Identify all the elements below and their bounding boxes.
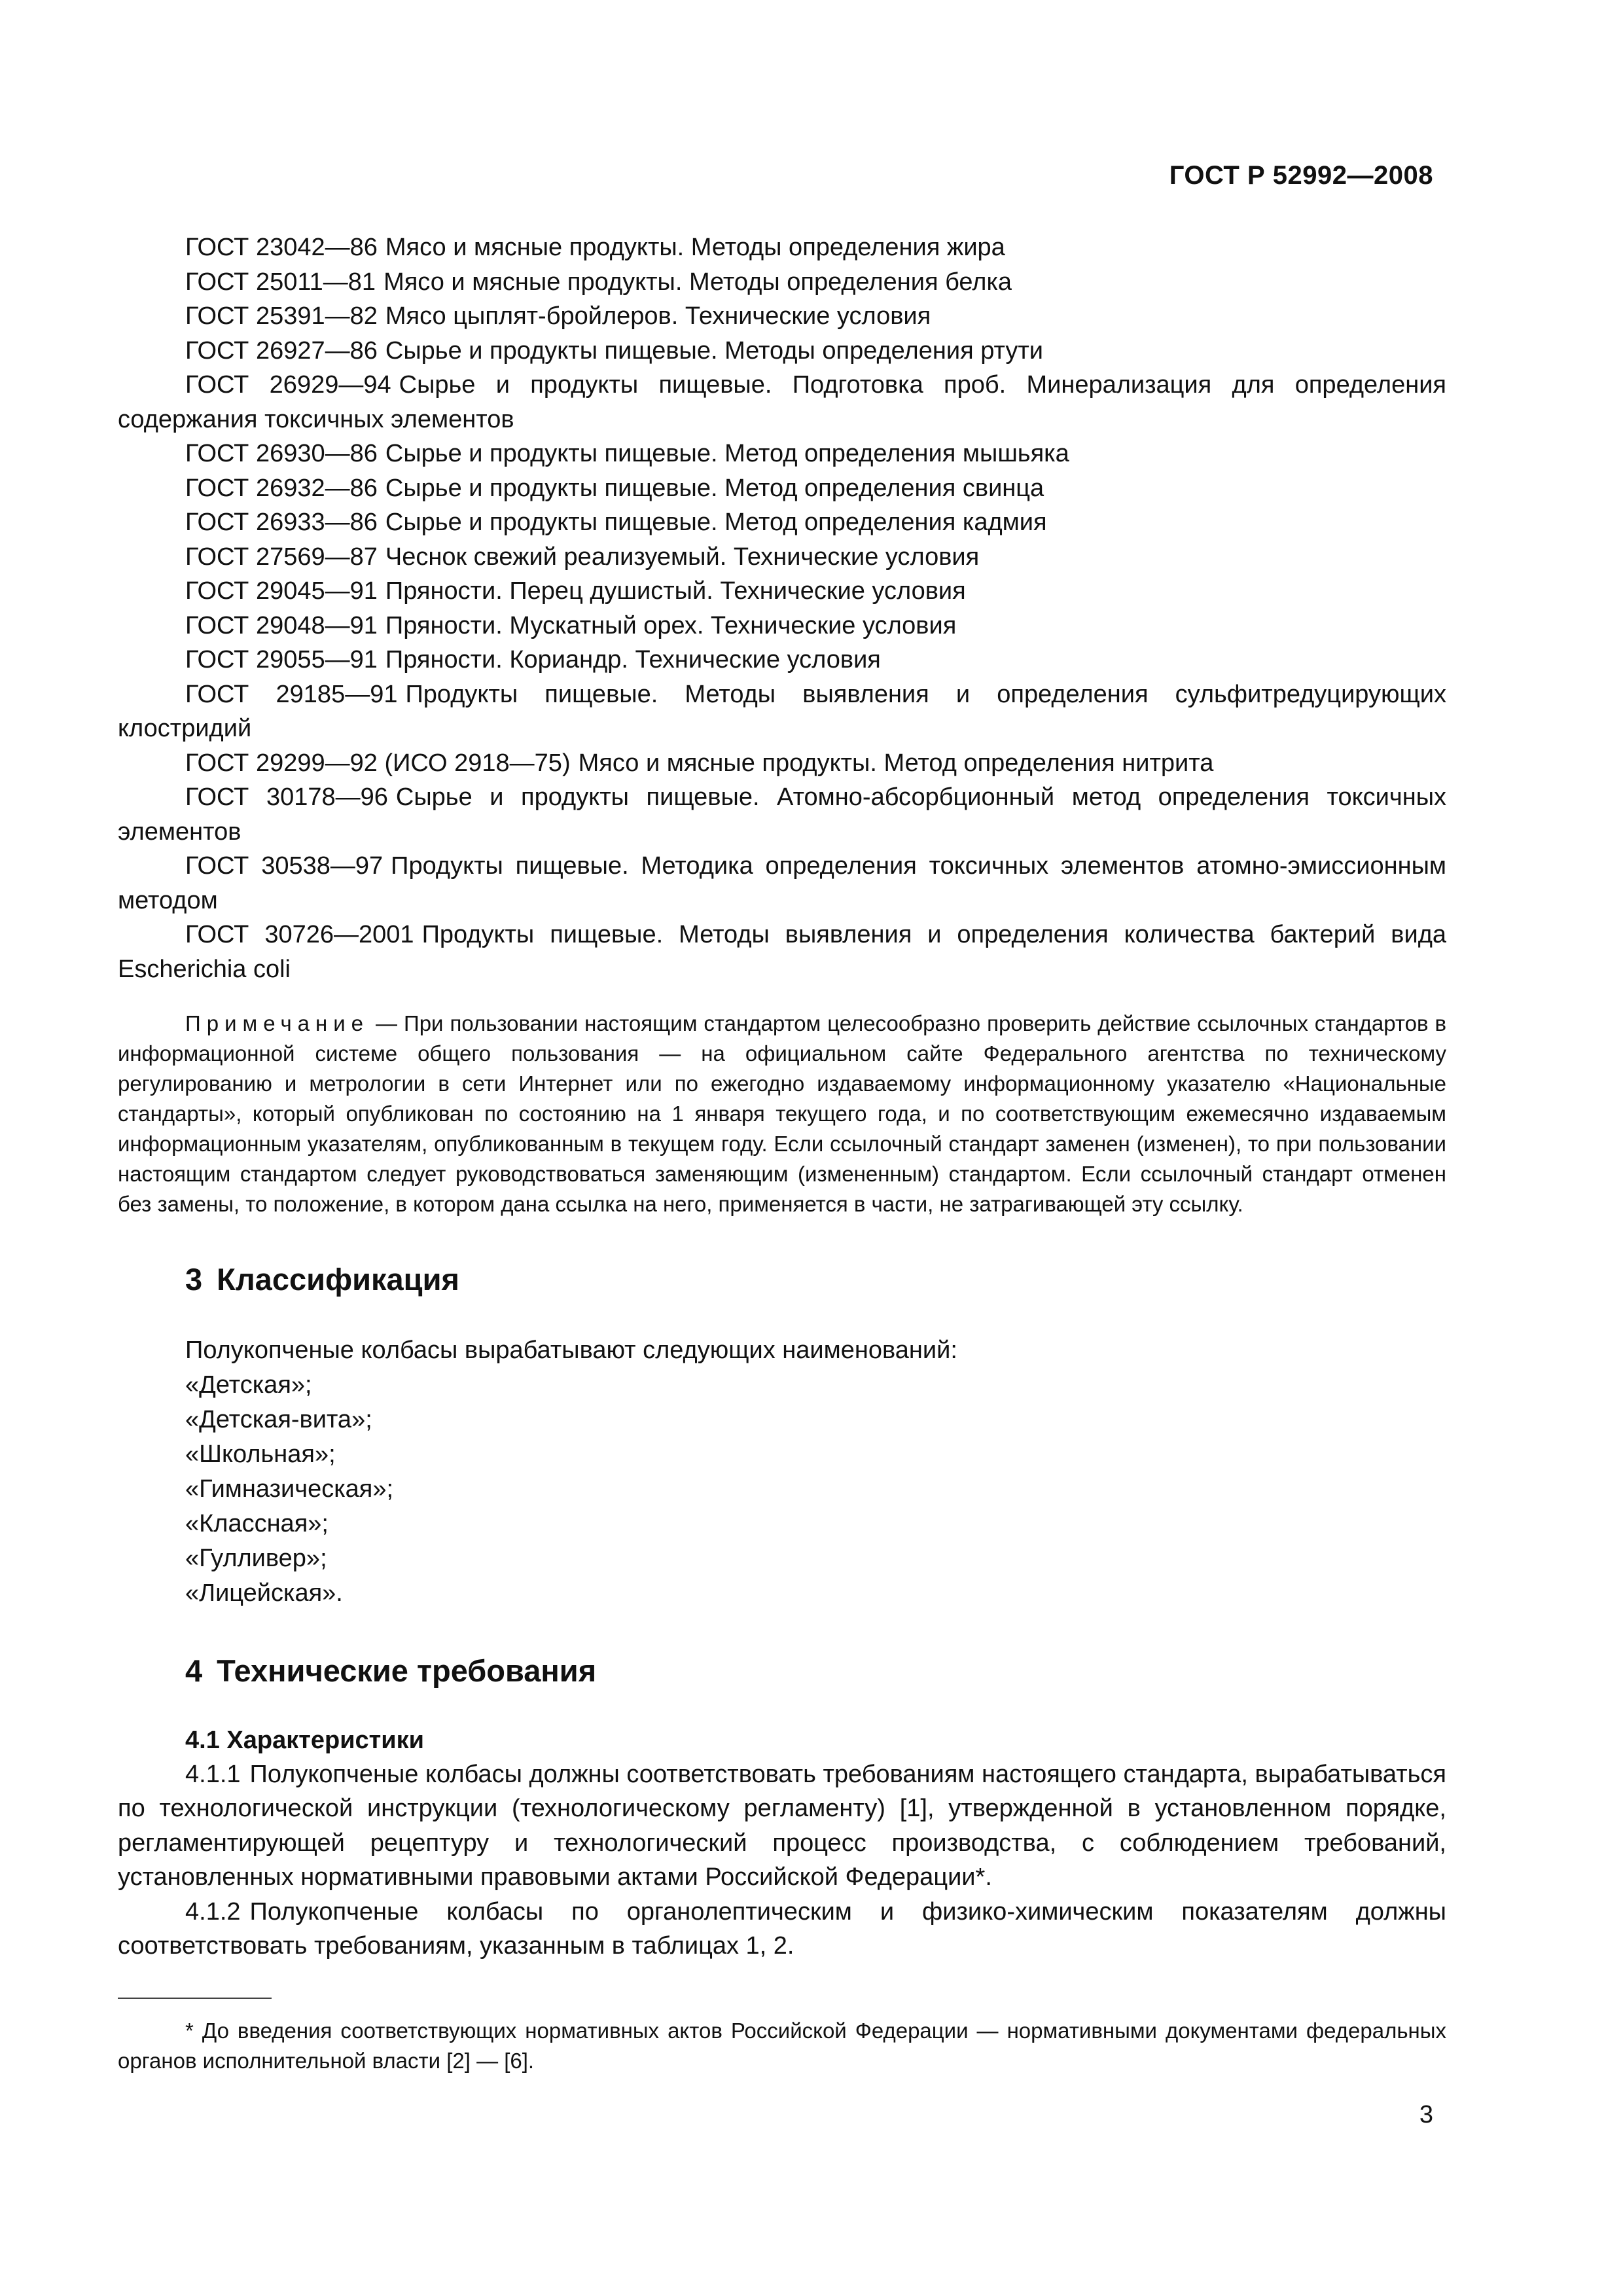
document-body xyxy=(118,230,1446,1964)
section-heading-technical-requirements xyxy=(118,1651,1446,1691)
reference-entry xyxy=(118,334,1446,368)
document-header: ГОСТ Р 52992—2008 xyxy=(1169,161,1433,190)
note-paragraph xyxy=(118,1009,1446,1219)
section-heading-classification xyxy=(118,1260,1446,1299)
reference-title: Сырье и продукты пищевые. Метод определения кадмия xyxy=(385,509,1047,536)
reference-entry xyxy=(118,265,1446,300)
reference-title: Сырье и продукты пищевые. Подготовка проб. Минерализация для определения содержания токсичных элементов xyxy=(118,371,1447,433)
reference-entry xyxy=(118,849,1446,918)
reference-entry xyxy=(118,780,1446,849)
classification-intro: Полукопченые колбасы вырабатывают следующих наименований: xyxy=(185,1336,957,1364)
reference-code: ГОСТ 23042—86 xyxy=(185,234,378,261)
reference-entry xyxy=(118,643,1446,677)
reference-title: Продукты пищевые. Методы выявления и определения количества бактерий вида Escherichia coli xyxy=(118,921,1447,983)
section-title: Технические требования xyxy=(217,1653,597,1688)
reference-code: ГОСТ 29299—92 (ИСО 2918—75) xyxy=(185,749,571,777)
reference-title: Продукты пищевые. Методы выявления и определения сульфитредуцирующих клостридий xyxy=(118,680,1446,742)
note-dash: — xyxy=(369,1011,404,1035)
reference-entry xyxy=(118,368,1446,437)
reference-code: ГОСТ 29048—91 xyxy=(185,611,378,639)
sausage-names-list xyxy=(118,1368,1446,1611)
reference-code: ГОСТ 25391—82 xyxy=(185,302,378,330)
reference-title: Сырье и продукты пищевые. Метод определения мышьяка xyxy=(385,440,1069,467)
reference-title: Мясо цыплят-бройлеров. Технические условия xyxy=(385,302,931,330)
list-item: «Детская»; xyxy=(185,1371,312,1399)
reference-code: ГОСТ 26927—86 xyxy=(185,336,378,365)
reference-entry xyxy=(118,437,1446,471)
reference-code: ГОСТ 29185—91 xyxy=(185,680,398,708)
reference-code: ГОСТ 30538—97 xyxy=(185,852,383,880)
reference-entry xyxy=(118,471,1446,506)
reference-entry xyxy=(118,677,1446,746)
reference-code: ГОСТ 29045—91 xyxy=(185,577,378,605)
reference-entry xyxy=(118,505,1446,540)
normative-references xyxy=(118,230,1446,986)
reference-title: Продукты пищевые. Методика определения токсичных элементов атомно-эмиссионным методом xyxy=(118,852,1447,914)
section-number: 3 xyxy=(185,1262,203,1297)
list-item: «Гулливер»; xyxy=(185,1544,327,1572)
reference-code: ГОСТ 26930—86 xyxy=(185,440,378,467)
paragraph-text: Полукопченые колбасы по органолептическим и физико-химическим показателям должны соответствовать требованиям, указанным в таблицах 1, 2. xyxy=(118,1897,1446,1960)
reference-title: Мясо и мясные продукты. Методы определения белка xyxy=(383,268,1012,296)
list-item: «Гимназическая»; xyxy=(185,1475,394,1503)
reference-title: Пряности. Кориандр. Технические условия xyxy=(385,646,881,673)
paragraph-number: 4.1.1 xyxy=(185,1760,241,1788)
reference-entry xyxy=(118,230,1446,265)
reference-code: ГОСТ 30726—2001 xyxy=(185,921,414,948)
note-text: При пользовании настоящим стандартом целесообразно проверить действие ссылочных стандартов в информационной системе общего пользования — на официальном сайте Федерального агентства по техническому регулированию и метрологии в сети Интернет или по ежегодно издаваемому информационному указателю «Национальные стандарты», который опубликован по состоянию на 1 января текущего года, и по соответствующим ежемесячно издаваемым информационным указателям, опубликованным в текущем году. Если ссылочный стандарт заменен (изменен), то при пользовании настоящим стандартом следует руководствоваться заменяющим (измененным) стандартом. Если ссылочный стандарт отменен без замены, то положение, в котором дана ссылка на него, применяется в части, не затрагивающей эту ссылку. xyxy=(118,1011,1446,1216)
reference-title: Сырье и продукты пищевые. Методы определения ртути xyxy=(385,336,1043,365)
subsection-number: 4.1 xyxy=(185,1726,220,1754)
reference-entry xyxy=(118,574,1446,609)
paragraph-4-1-2 xyxy=(118,1895,1446,1964)
reference-code: ГОСТ 26933—86 xyxy=(185,509,378,536)
subsection-heading-characteristics xyxy=(118,1723,1446,1757)
reference-code: ГОСТ 29055—91 xyxy=(185,646,378,673)
section-number: 4 xyxy=(185,1653,203,1688)
paragraph-number: 4.1.2 xyxy=(185,1897,241,1926)
section-title: Классификация xyxy=(217,1262,459,1297)
list-item: «Детская-вита»; xyxy=(185,1405,372,1433)
paragraph-text: Полукопченые колбасы должны соответствовать требованиям настоящего стандарта, вырабатываться по технологической инструкции (технологическому регламенту) [1], утвержденной в установленном порядке, регламентирующей рецептуру и технологический процесс производства, с соблюдением требований, установленных нормативными правовыми актами Российской Федерации*. xyxy=(118,1760,1446,1891)
note-label: Примечание xyxy=(185,1011,370,1035)
reference-title: Мясо и мясные продукты. Метод определения нитрита xyxy=(578,749,1214,777)
reference-code: ГОСТ 26929—94 xyxy=(185,371,391,399)
reference-entry xyxy=(118,299,1446,334)
footnote: * До введения соответствующих нормативных актов Российской Федерации — нормативными документами федеральных органов исполнительной власти [2] — [6]. xyxy=(118,2018,1446,2073)
reference-title: Сырье и продукты пищевые. Атомно-абсорбционный метод определения токсичных элементов xyxy=(118,783,1447,846)
list-item: «Лицейская». xyxy=(185,1579,343,1607)
reference-title: Пряности. Мускатный орех. Технические условия xyxy=(385,611,957,639)
reference-entry xyxy=(118,918,1446,986)
reference-code: ГОСТ 27569—87 xyxy=(185,543,378,571)
reference-title: Сырье и продукты пищевые. Метод определения свинца xyxy=(385,474,1044,502)
reference-title: Чеснок свежий реализуемый. Технические условия xyxy=(385,543,980,571)
reference-code: ГОСТ 26932—86 xyxy=(185,474,378,502)
reference-entry xyxy=(118,540,1446,575)
reference-code: ГОСТ 30178—96 xyxy=(185,783,388,811)
paragraph-4-1-1 xyxy=(118,1757,1446,1895)
list-item: «Школьная»; xyxy=(185,1440,336,1468)
list-item: «Классная»; xyxy=(185,1509,329,1537)
footnote-divider xyxy=(118,1998,272,1999)
subsection-title: Характеристики xyxy=(226,1726,425,1754)
reference-entry xyxy=(118,609,1446,643)
reference-title: Мясо и мясные продукты. Методы определения жира xyxy=(385,234,1005,261)
reference-title: Пряности. Перец душистый. Технические условия xyxy=(385,577,966,605)
page-number: 3 xyxy=(1419,2101,1433,2128)
reference-entry xyxy=(118,746,1446,781)
reference-code: ГОСТ 25011—81 xyxy=(185,268,376,296)
